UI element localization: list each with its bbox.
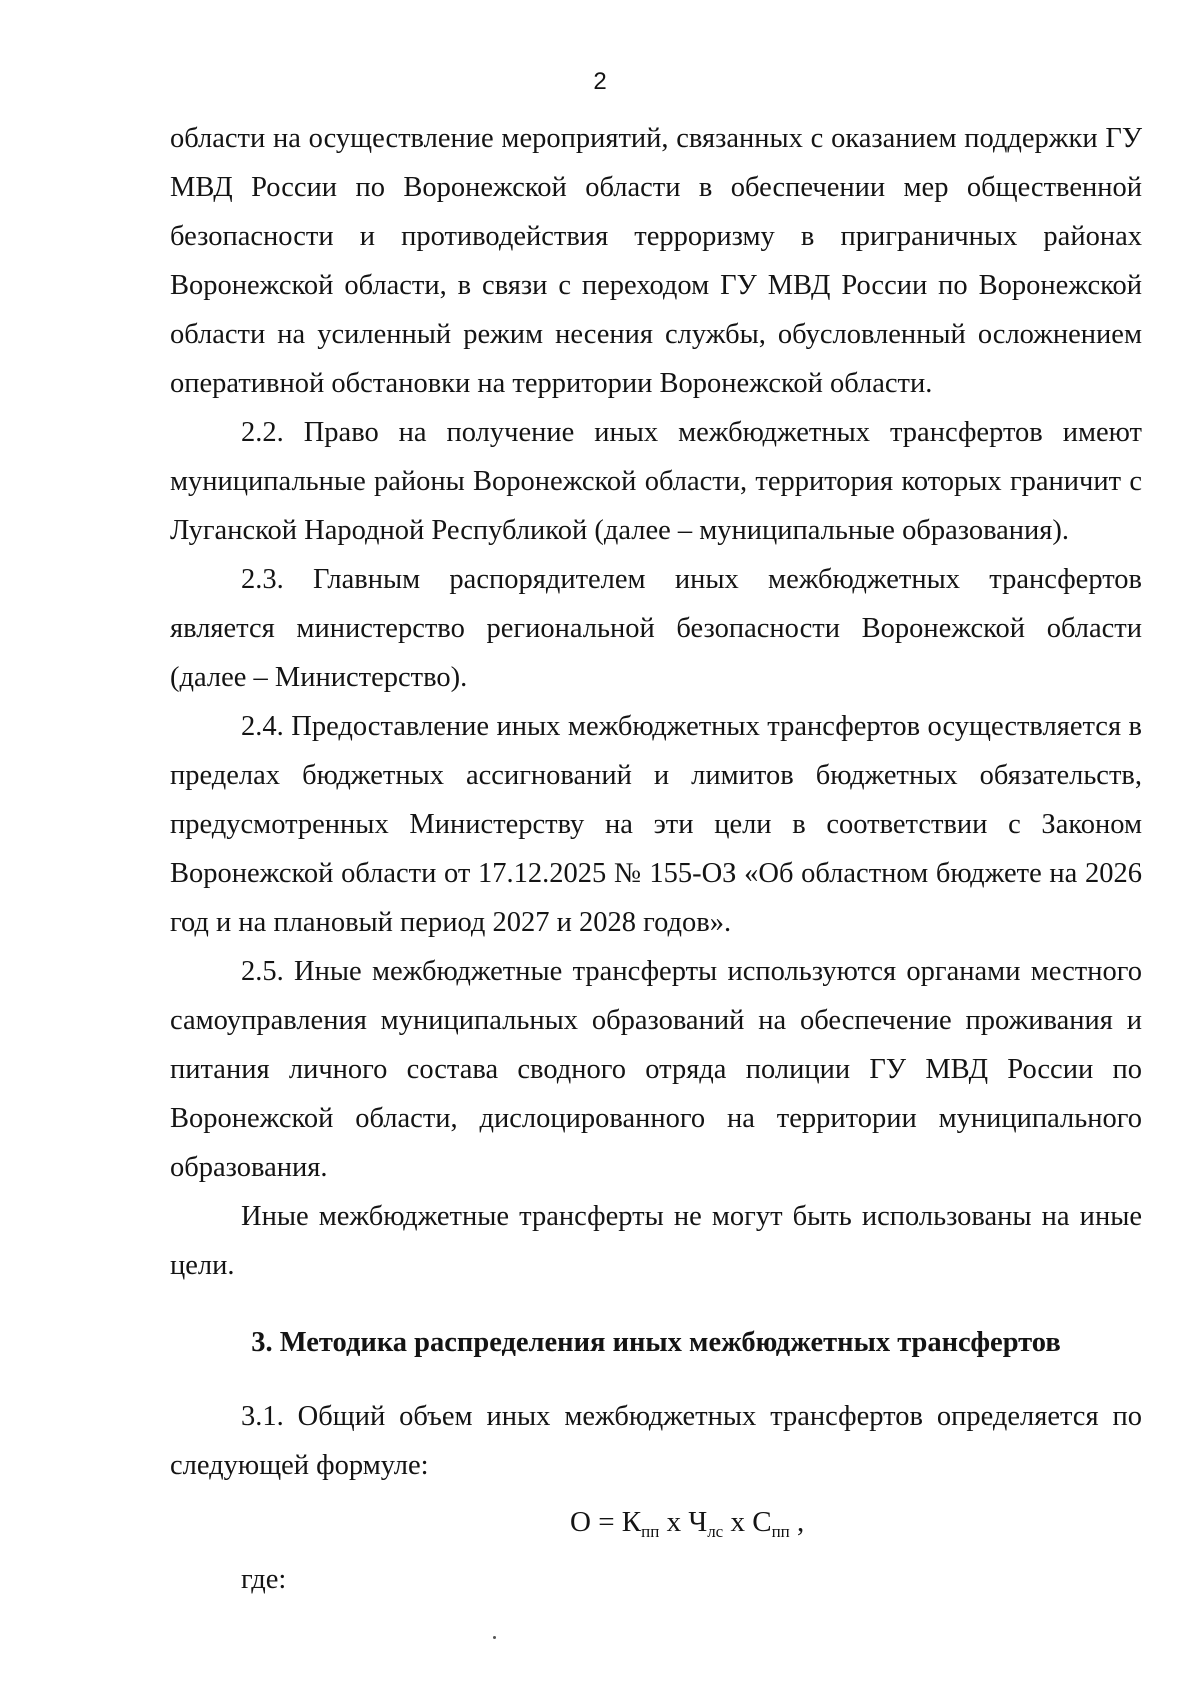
formula-sub-s: пп	[771, 1522, 790, 1541]
paragraph-2-5: 2.5. Иные межбюджетные трансферты используются органами местного самоуправления муниципальных образований на обеспечение проживания и питания личного состава сводного отряда полиции ГУ МВД России по Воронежской области, дислоцированного на территории муниципального образования.	[170, 956, 1142, 1183]
scan-speck	[493, 1636, 496, 1639]
document-body	[170, 114, 1142, 1604]
paragraph-2-2: 2.2. Право на получение иных межбюджетных трансфертов имеют муниципальные районы Воронежской области, территория которых граничит с Луганской Народной Республикой (далее – муниципальные образования).	[170, 417, 1142, 546]
where-label: где:	[241, 1564, 287, 1595]
distribution-formula	[170, 1498, 1142, 1547]
section-3-heading: 3. Методика распределения иных межбюджетных трансфертов	[251, 1327, 1061, 1358]
paragraph-2-3: 2.3. Главным распорядителем иных межбюджетных трансфертов является министерство региональной безопасности Воронежской области (далее – Министерство).	[170, 564, 1142, 693]
page-number: 2	[593, 68, 607, 95]
paragraph-2-5-restriction: Иные межбюджетные трансферты не могут быть использованы на иные цели.	[170, 1201, 1142, 1281]
formula-sub-ch: лс	[707, 1522, 724, 1541]
formula-mid-2: x С	[723, 1506, 772, 1538]
paragraph-2-4: 2.4. Предоставление иных межбюджетных трансфертов осуществляется в пределах бюджетных ассигнований и лимитов бюджетных обязательств, предусмотренных Министерству на эти цели в соответствии с Законом Воронежской области от 17.12.2025 № 155-ОЗ «Об областном бюджете на 2026 год и на плановый период 2027 и 2028 годов».	[170, 711, 1142, 938]
formula-lhs: О = К	[570, 1506, 642, 1538]
formula-sub-k: пп	[641, 1522, 660, 1541]
formula-tail: ,	[789, 1506, 805, 1538]
paragraph-2-1-continuation: области на осуществление мероприятий, связанных с оказанием поддержки ГУ МВД России по Воронежской области в обеспечении мер общественной безопасности и противодействия терроризму в приграничных районах Воронежской области, в связи с переходом ГУ МВД России по Воронежской области на усиленный режим несения службы, обусловленный осложнением оперативной обстановки на территории Воронежской области.	[170, 123, 1142, 399]
formula-mid-1: x Ч	[659, 1506, 708, 1538]
paragraph-3-1: 3.1. Общий объем иных межбюджетных трансфертов определяется по следующей формуле:	[170, 1401, 1142, 1481]
